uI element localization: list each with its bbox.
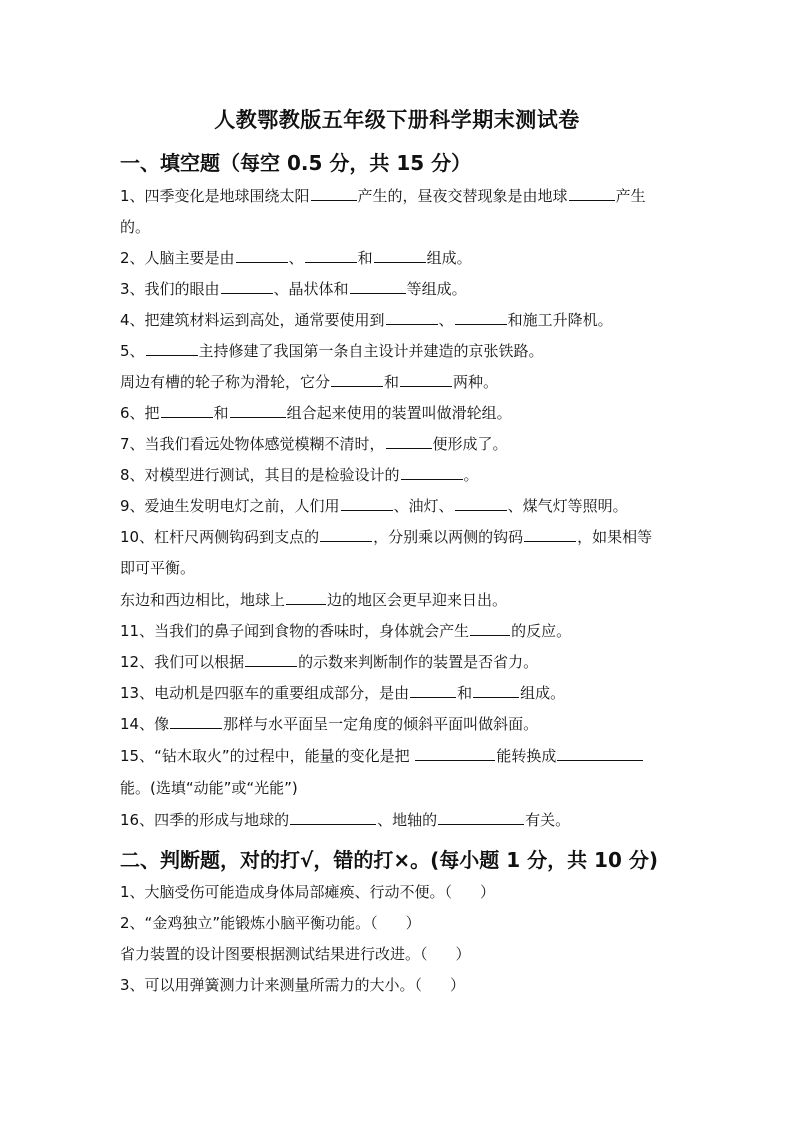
answer-blank[interactable]	[331, 372, 383, 387]
question-1	[120, 186, 646, 206]
question-text: 14、像	[120, 715, 170, 733]
question-text: 。	[463, 466, 479, 484]
answer-blank[interactable]	[569, 186, 615, 201]
answer-blank[interactable]	[311, 186, 357, 201]
answer-blank[interactable]	[221, 279, 273, 294]
question-7	[120, 434, 508, 454]
question-text: 11、当我们的鼻子闻到食物的香味时，身体就会产生	[120, 622, 470, 640]
question-text: 和施工升降机。	[507, 311, 613, 329]
answer-blank[interactable]	[438, 810, 524, 825]
question-text: 、	[288, 249, 304, 267]
section1-heading: 一、填空题（每空 0.5 分，共 15 分）	[120, 151, 472, 175]
question-text: 和	[213, 404, 229, 422]
question-text: 15、“钻木取火”的过程中，能量的变化是把	[120, 747, 415, 765]
answer-blank[interactable]	[341, 496, 393, 511]
question-text: 组合起来使用的装置叫做滑轮组。	[286, 404, 512, 422]
question-5-extra	[120, 372, 498, 392]
question-text: 能转换成	[496, 747, 557, 765]
question-text: 组成。	[520, 684, 566, 702]
question-9	[120, 496, 628, 516]
answer-blank[interactable]	[400, 372, 452, 387]
question-text: 东边和西边相比，地球上	[120, 591, 286, 609]
question-text: 的示数来判断制作的装置是否省力。	[298, 653, 539, 671]
judge-1	[120, 882, 495, 902]
answer-blank[interactable]	[473, 683, 519, 698]
question-text: 的反应。	[511, 622, 572, 640]
question-12	[120, 652, 538, 672]
answer-blank[interactable]	[401, 465, 463, 480]
question-text: ）	[405, 914, 421, 932]
answer-blank[interactable]	[320, 527, 372, 542]
answer-blank[interactable]	[524, 527, 576, 542]
question-text: 两种。	[453, 373, 499, 391]
question-1-cont: 的。	[120, 218, 151, 236]
question-text: 、地轴的	[377, 811, 438, 829]
question-text: 4、把建筑材料运到高处，通常要使用到	[120, 311, 385, 329]
answer-blank[interactable]	[290, 810, 376, 825]
question-text: 周边有槽的轮子称为滑轮，它分	[120, 373, 331, 391]
question-4	[120, 310, 613, 330]
question-text: 、煤气灯等照明。	[507, 497, 628, 515]
question-text: 、	[438, 311, 454, 329]
answer-blank[interactable]	[470, 621, 510, 636]
question-text: 组成。	[426, 249, 472, 267]
question-text: 、油灯、	[393, 497, 454, 515]
question-13	[120, 683, 565, 703]
question-text: 和	[357, 249, 373, 267]
question-10-extra	[120, 590, 507, 610]
question-3	[120, 279, 467, 299]
question-text: 和	[384, 373, 400, 391]
answer-blank[interactable]	[161, 403, 213, 418]
question-text: 9、爱迪生发明电灯之前，人们用	[120, 497, 340, 515]
question-text: 3、我们的眼由	[120, 280, 220, 298]
question-16	[120, 810, 570, 830]
judge-2	[120, 913, 421, 933]
question-text: ）	[455, 945, 471, 963]
question-text: 便形成了。	[432, 435, 508, 453]
answer-blank[interactable]	[305, 248, 357, 263]
answer-blank[interactable]	[170, 714, 222, 729]
answer-blank[interactable]	[386, 434, 432, 449]
question-text: 2、人脑主要是由	[120, 249, 235, 267]
question-text: 8、对模型进行测试，其目的是检验设计的	[120, 466, 400, 484]
answer-blank[interactable]	[386, 310, 438, 325]
question-text: ，分别乘以两侧的钩码	[373, 528, 524, 546]
question-text: 产生的，昼夜交替现象是由地球	[357, 187, 568, 205]
judge-3	[120, 975, 465, 995]
answer-blank[interactable]	[557, 746, 643, 761]
answer-blank[interactable]	[455, 310, 507, 325]
page-title: 人教鄂教版五年级下册科学期末测试卷	[214, 108, 580, 132]
question-14	[120, 714, 538, 734]
question-text: 那样与水平面呈一定角度的倾斜平面叫做斜面。	[223, 715, 539, 733]
question-text: 1、四季变化是地球围绕太阳	[120, 187, 310, 205]
question-text: 1、大脑受伤可能造成身体局部瘫痪、行动不便。（	[120, 883, 453, 901]
question-text: 10、杠杆尺两侧钩码到支点的	[120, 528, 320, 546]
question-text: 边的地区会更早迎来日出。	[327, 591, 508, 609]
answer-blank[interactable]	[236, 248, 288, 263]
question-6	[120, 403, 512, 423]
question-11	[120, 621, 571, 641]
question-15	[120, 746, 644, 766]
answer-blank[interactable]	[286, 590, 326, 605]
question-text: 产生	[615, 187, 646, 205]
question-10-cont: 即可平衡。	[120, 559, 196, 577]
question-text: 7、当我们看远处物体感觉模糊不清时，	[120, 435, 385, 453]
answer-blank[interactable]	[455, 496, 507, 511]
answer-blank[interactable]	[350, 279, 406, 294]
question-text: 主持修建了我国第一条自主设计并建造的京张铁路。	[198, 342, 544, 360]
answer-blank[interactable]	[415, 746, 495, 761]
question-5	[120, 341, 544, 361]
question-text: ）	[450, 976, 466, 994]
answer-blank[interactable]	[374, 248, 426, 263]
question-text: 2、“金鸡独立”能锻炼小脑平衡功能。（	[120, 914, 378, 932]
question-text: ）	[480, 883, 496, 901]
question-text: 等组成。	[406, 280, 467, 298]
section2-heading: 二、判断题，对的打√，错的打×。(每小题 1 分，共 10 分)	[120, 848, 658, 872]
question-text: 13、电动机是四驱车的重要组成部分，是由	[120, 684, 410, 702]
question-8	[120, 465, 479, 485]
answer-blank[interactable]	[230, 403, 286, 418]
question-text: 5、	[120, 342, 145, 360]
question-2	[120, 248, 472, 268]
question-text: 3、可以用弹簧测力计来测量所需力的大小。（	[120, 976, 423, 994]
answer-blank[interactable]	[245, 652, 297, 667]
question-text: ，如果相等	[577, 528, 653, 546]
answer-blank[interactable]	[410, 683, 456, 698]
question-15-cont: 能。(选填“动能”或“光能”)	[120, 779, 298, 797]
question-text: 6、把	[120, 404, 160, 422]
question-text: 省力装置的设计图要根据测试结果进行改进。（	[120, 945, 428, 963]
answer-blank[interactable]	[146, 341, 198, 356]
question-text: 、晶状体和	[273, 280, 349, 298]
question-text: 有关。	[525, 811, 571, 829]
question-text: 16、四季的形成与地球的	[120, 811, 290, 829]
judge-2-extra	[120, 944, 471, 964]
question-text: 12、我们可以根据	[120, 653, 245, 671]
question-text: 和	[457, 684, 473, 702]
question-10	[120, 527, 652, 547]
